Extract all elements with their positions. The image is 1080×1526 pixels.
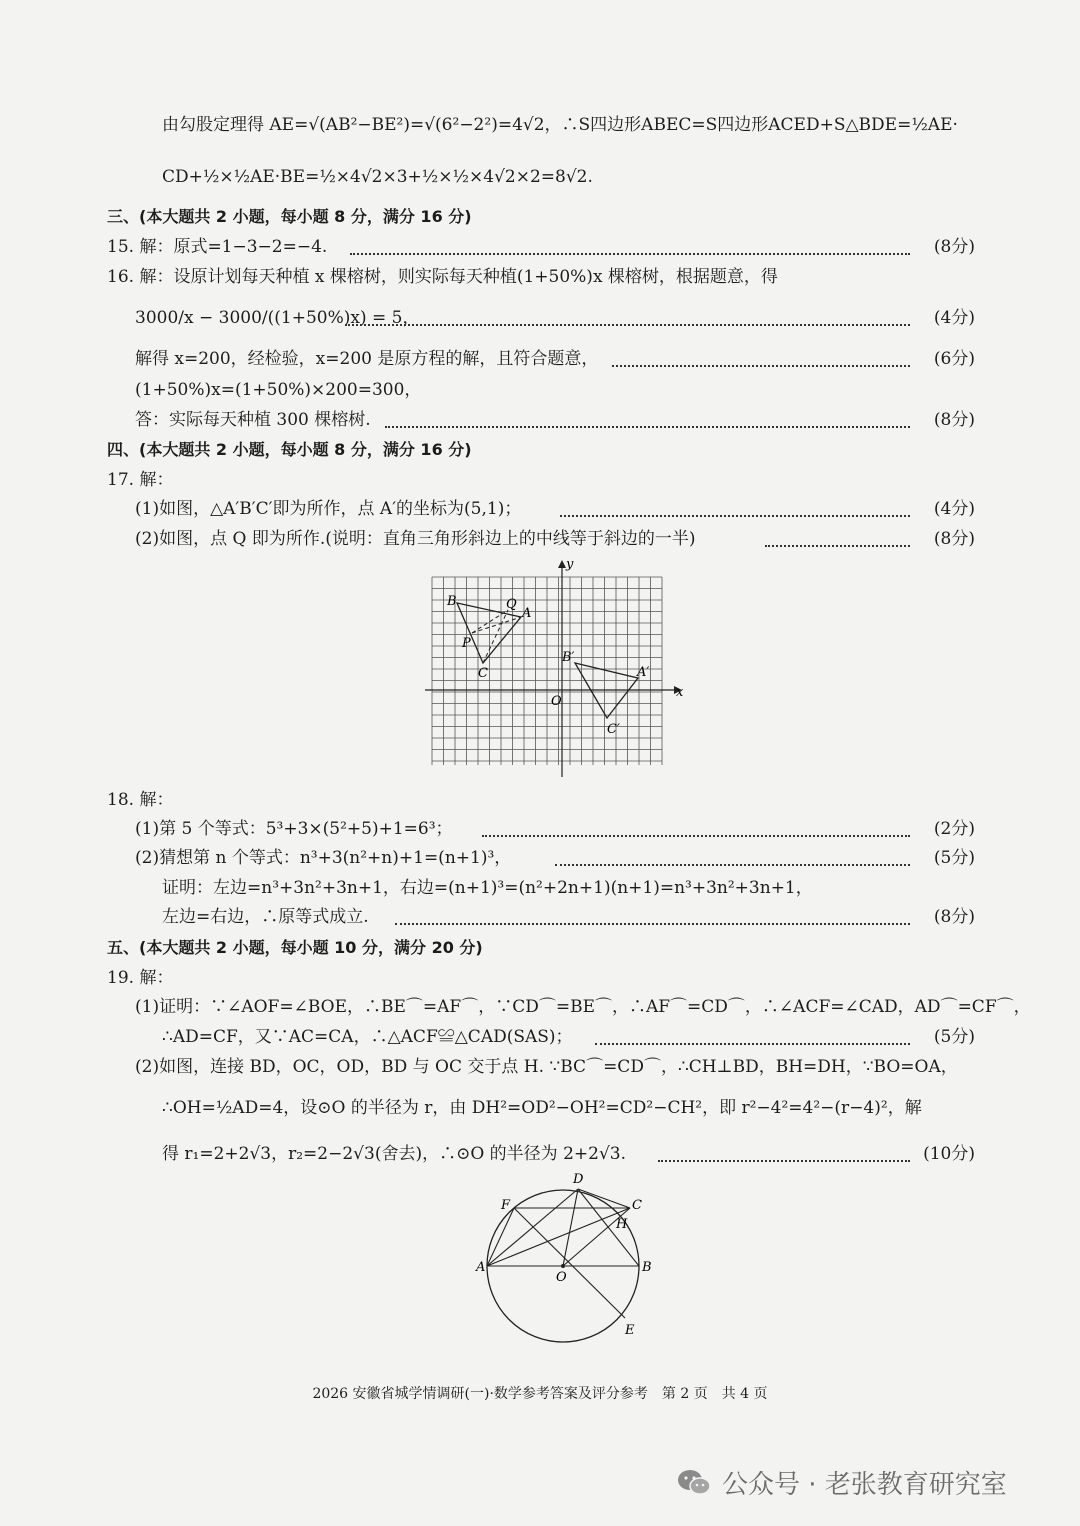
text: (1)第 5 个等式：5³+3×(5²+5)+1=6³；: [135, 819, 453, 839]
heading-text: 五、(本大题共 2 小题，每小题 10 分，满分 20 分): [107, 938, 483, 957]
watermark: [676, 1462, 1007, 1502]
label-d: D: [573, 1172, 584, 1187]
equation: 3000/x − 3000/((1+50%)x) = 5，: [135, 308, 420, 328]
score: (5分): [933, 1027, 975, 1047]
text: (1)证明：∵∠AOF=∠BOE，∴BE⌒=AF⌒，∵CD⌒=BE⌒，∴AF⌒=CD⌒，∴∠ACF=∠CAD，AD⌒=CF⌒，: [135, 997, 1031, 1017]
text: 19. 解：: [107, 968, 174, 988]
dot-leader: [658, 1136, 910, 1162]
dot-leader: [765, 521, 910, 547]
score: (8分): [933, 237, 975, 257]
text: 解得 x=200，经检验，x=200 是原方程的解，且符合题意，: [135, 349, 599, 369]
text: 得 r₁=2+2√3，r₂=2−2√3(舍去)，∴⊙O 的半径为 2+2√3.: [162, 1144, 627, 1164]
score: (10分): [923, 1144, 975, 1164]
label-c-prime: C′: [607, 722, 620, 737]
label-a: A: [476, 1260, 486, 1275]
text: 左边=右边，∴原等式成立.: [162, 907, 369, 927]
chord-ac: [487, 1208, 630, 1266]
dot-leader: [482, 811, 910, 837]
text: 由勾股定理得 AE=√(AB²−BE²)=√(6²−2²)=4√2，∴S四边形ABEC=S四边形ACED+S△BDE=½AE·: [162, 115, 958, 135]
score: (8分): [933, 529, 975, 549]
score: (2分): [933, 819, 975, 839]
score: (4分): [933, 308, 975, 328]
label-h: H: [616, 1217, 628, 1232]
wechat-icon: [676, 1467, 712, 1497]
heading-text: 三、(本大题共 2 小题，每小题 8 分，满分 16 分): [107, 207, 472, 226]
q19-circle-figure: [470, 1168, 670, 1343]
label-b: B: [642, 1260, 652, 1275]
page-footer: 2026 安徽省城学情调研(一)·数学参考答案及评分参考 第 2 页 共 4 页: [312, 1386, 768, 1402]
score: (8分): [933, 410, 975, 430]
score: (4分): [933, 499, 975, 519]
dot-leader: [395, 899, 910, 925]
text: CD+½×½AE·BE=½×4√2×3+½×½×4√2×2=8√2.: [162, 167, 593, 187]
watermark-text: 公众号 · 老张教育研究室: [722, 1469, 1007, 1500]
score: (6分): [933, 349, 975, 369]
text: (2)如图，连接 BD，OC，OD，BD 与 OC 交于点 H. ∵BC⌒=CD⌒，∴CH⊥BD，BH=DH，∵BO=OA，: [135, 1057, 958, 1077]
dot-leader: [595, 1019, 910, 1045]
text: 18. 解：: [107, 790, 174, 810]
label-b: B: [447, 594, 457, 609]
heading-text: 四、(本大题共 2 小题，每小题 8 分，满分 16 分): [107, 440, 472, 459]
label-c: C: [632, 1198, 642, 1213]
label-a: A: [522, 606, 532, 621]
text: ∴AD=CF，又∵AC=CA，∴△ACF≌△CAD(SAS)；: [162, 1027, 573, 1047]
text: 证明：左边=n³+3n²+3n+1，右边=(n+1)³=(n²+2n+1)(n+1)=n³+3n²+3n+1，: [162, 878, 813, 898]
label-p: P: [462, 636, 471, 651]
label-origin: O: [551, 694, 562, 709]
q17-coordinate-grid-figure: [420, 555, 690, 780]
text: 15. 解：原式=1−3−2=−4.: [107, 237, 328, 257]
dot-leader: [612, 341, 910, 367]
dot-leader: [345, 300, 910, 326]
label-q: Q: [506, 597, 517, 612]
text: 16. 解：设原计划每天种植 x 棵榕树，则实际每天种植(1+50%)x 棵榕树，根据题意，得: [107, 267, 778, 287]
text: 17. 解：: [107, 470, 174, 490]
text: (1)如图，△A′B′C′即为所作，点 A′的坐标为(5,1)；: [135, 499, 522, 519]
score: (5分): [933, 848, 975, 868]
text: 答：实际每天种植 300 棵榕树.: [135, 410, 371, 430]
dot-leader: [555, 840, 910, 866]
label-c: C: [478, 666, 488, 681]
dot-leader: [385, 402, 910, 428]
label-y: y: [566, 557, 574, 572]
dot-leader: [350, 229, 910, 255]
chord-af: [487, 1208, 514, 1266]
text: (2)猜想第 n 个等式：n³+3(n²+n)+1=(n+1)³，: [135, 848, 512, 868]
label-x: x: [676, 685, 684, 700]
text: (1+50%)x=(1+50%)×200=300，: [135, 380, 422, 400]
label-f: F: [501, 1198, 511, 1213]
label-a-prime: A′: [637, 665, 650, 680]
label-b-prime: B′: [562, 650, 575, 665]
label-o: O: [556, 1270, 567, 1285]
center-point-o: [561, 1264, 565, 1268]
score: (8分): [933, 907, 975, 927]
label-e: E: [625, 1323, 635, 1338]
y-axis-arrow: [558, 560, 566, 568]
dot-leader: [560, 491, 910, 517]
text: (2)如图，点 Q 即为所作.(说明：直角三角形斜边上的中线等于斜边的一半): [135, 529, 696, 549]
chord-fe: [514, 1208, 625, 1318]
text: ∴OH=½AD=4，设⊙O 的半径为 r，由 DH²=OD²−OH²=CD²−CH²，即 r²−4²=4²−(r−4)²，解: [162, 1098, 922, 1118]
